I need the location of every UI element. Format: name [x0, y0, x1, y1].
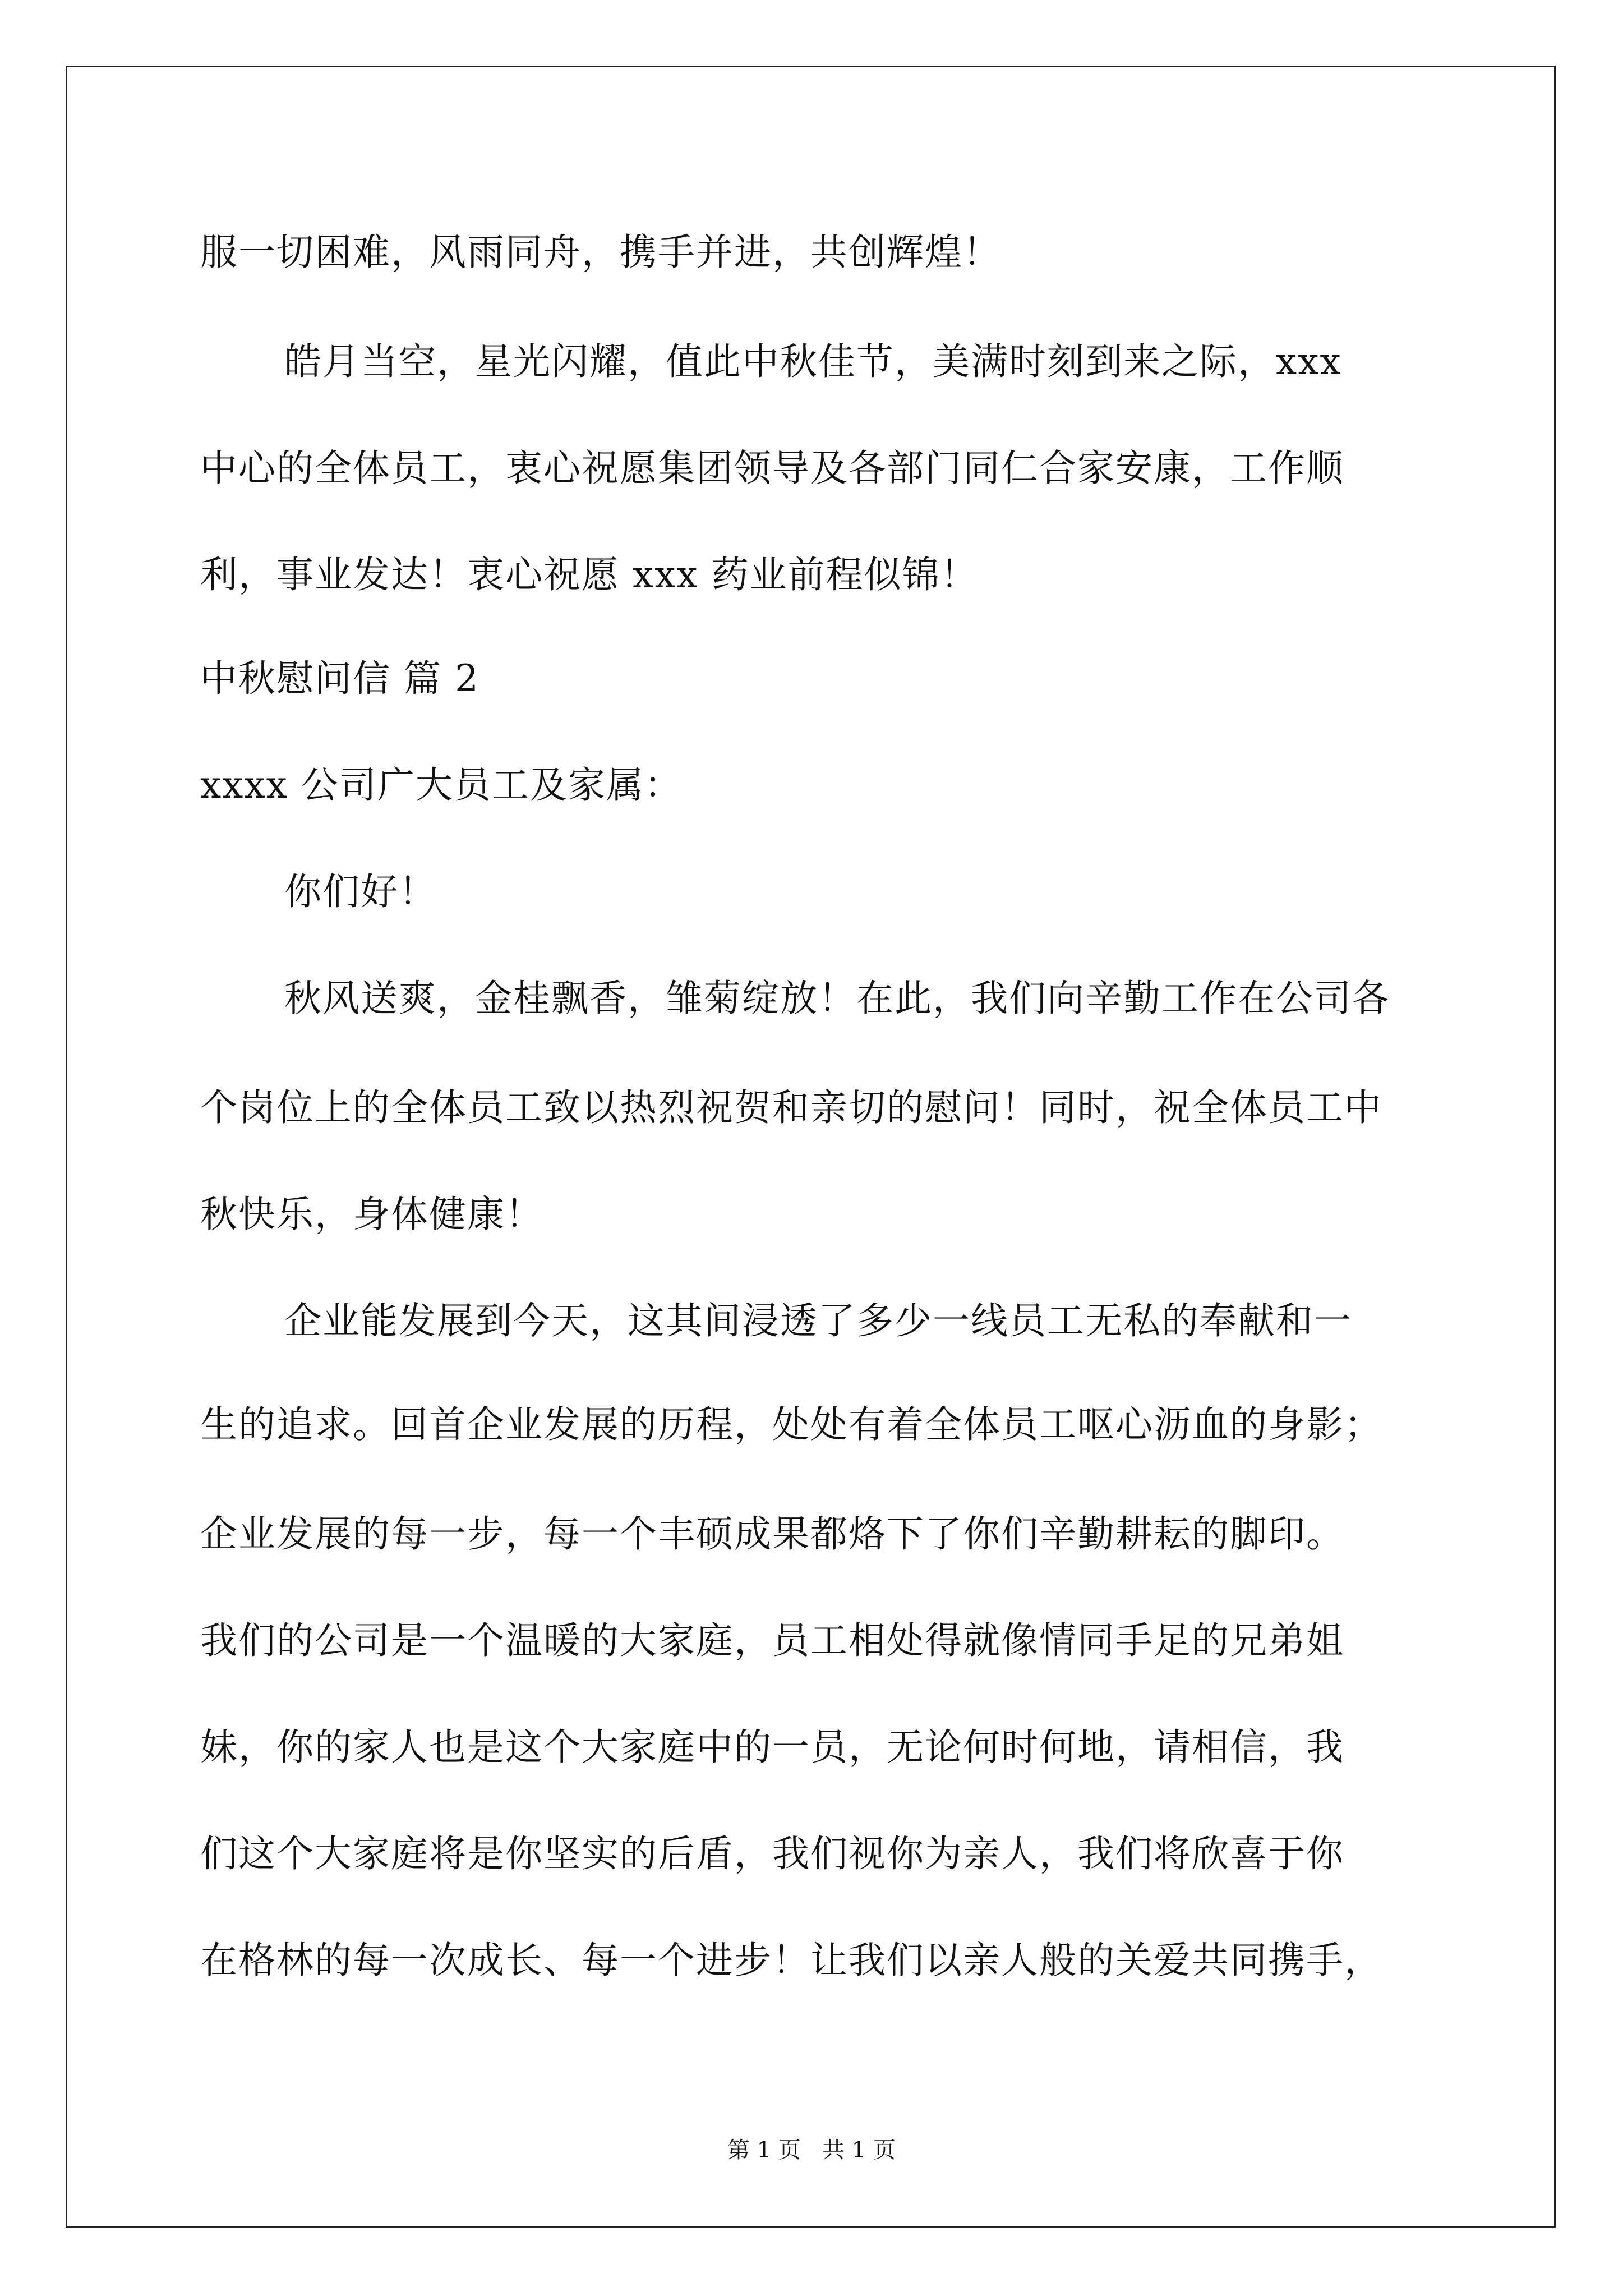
paragraph-line: 妹，你的家人也是这个大家庭中的一员，无论何时何地，请相信，我 — [200, 1726, 1344, 1769]
paragraph-line: 企业能发展到今天，这其间浸透了多少一线员工无私的奉献和一 — [284, 1299, 1352, 1342]
paragraph-line: 秋快乐，身体健康！ — [200, 1193, 543, 1236]
page-border — [66, 66, 1556, 2228]
paragraph-line: 个岗位上的全体员工致以热烈祝贺和亲切的慰问！同时，祝全体员工中 — [200, 1086, 1382, 1129]
paragraph-line: 在格林的每一次成长、每一个进步！让我们以亲人般的关爱共同携手， — [200, 1939, 1382, 1982]
paragraph-line: 企业发展的每一步，每一个丰硕成果都烙下了你们辛勤耕耘的脚印。 — [200, 1512, 1344, 1556]
paragraph-line: 中心的全体员工，衷心祝愿集团领导及各部门同仁合家安康，工作顺 — [200, 447, 1344, 490]
paragraph-line: 秋风送爽，金桂飘香，雏菊绽放！在此，我们向辛勤工作在公司各 — [284, 977, 1390, 1020]
page-footer: 第 1 页 共 1 页 — [727, 2137, 896, 2163]
paragraph-line: 我们的公司是一个温暖的大家庭，员工相处得就像情同手足的兄弟姐 — [200, 1619, 1344, 1662]
greeting: 你们好！ — [284, 870, 437, 913]
paragraph-line: 利，事业发达！衷心祝愿 xxx 药业前程似锦！ — [200, 553, 979, 596]
paragraph-line: 们这个大家庭将是你坚实的后盾，我们视你为亲人，我们将欣喜于你 — [200, 1832, 1344, 1875]
paragraph-line: 服一切困难，风雨同舟，携手并进，共创辉煌！ — [200, 231, 1001, 274]
paragraph-line: 皓月当空，星光闪耀，值此中秋佳节，美满时刻到来之际，xxx — [284, 340, 1342, 383]
salutation: xxxx 公司广大员工及家属： — [200, 763, 683, 807]
paragraph-line: 生的追求。回首企业发展的历程，处处有着全体员工呕心沥血的身影； — [200, 1403, 1382, 1446]
section-heading: 中秋慰问信 篇 2 — [200, 657, 479, 700]
